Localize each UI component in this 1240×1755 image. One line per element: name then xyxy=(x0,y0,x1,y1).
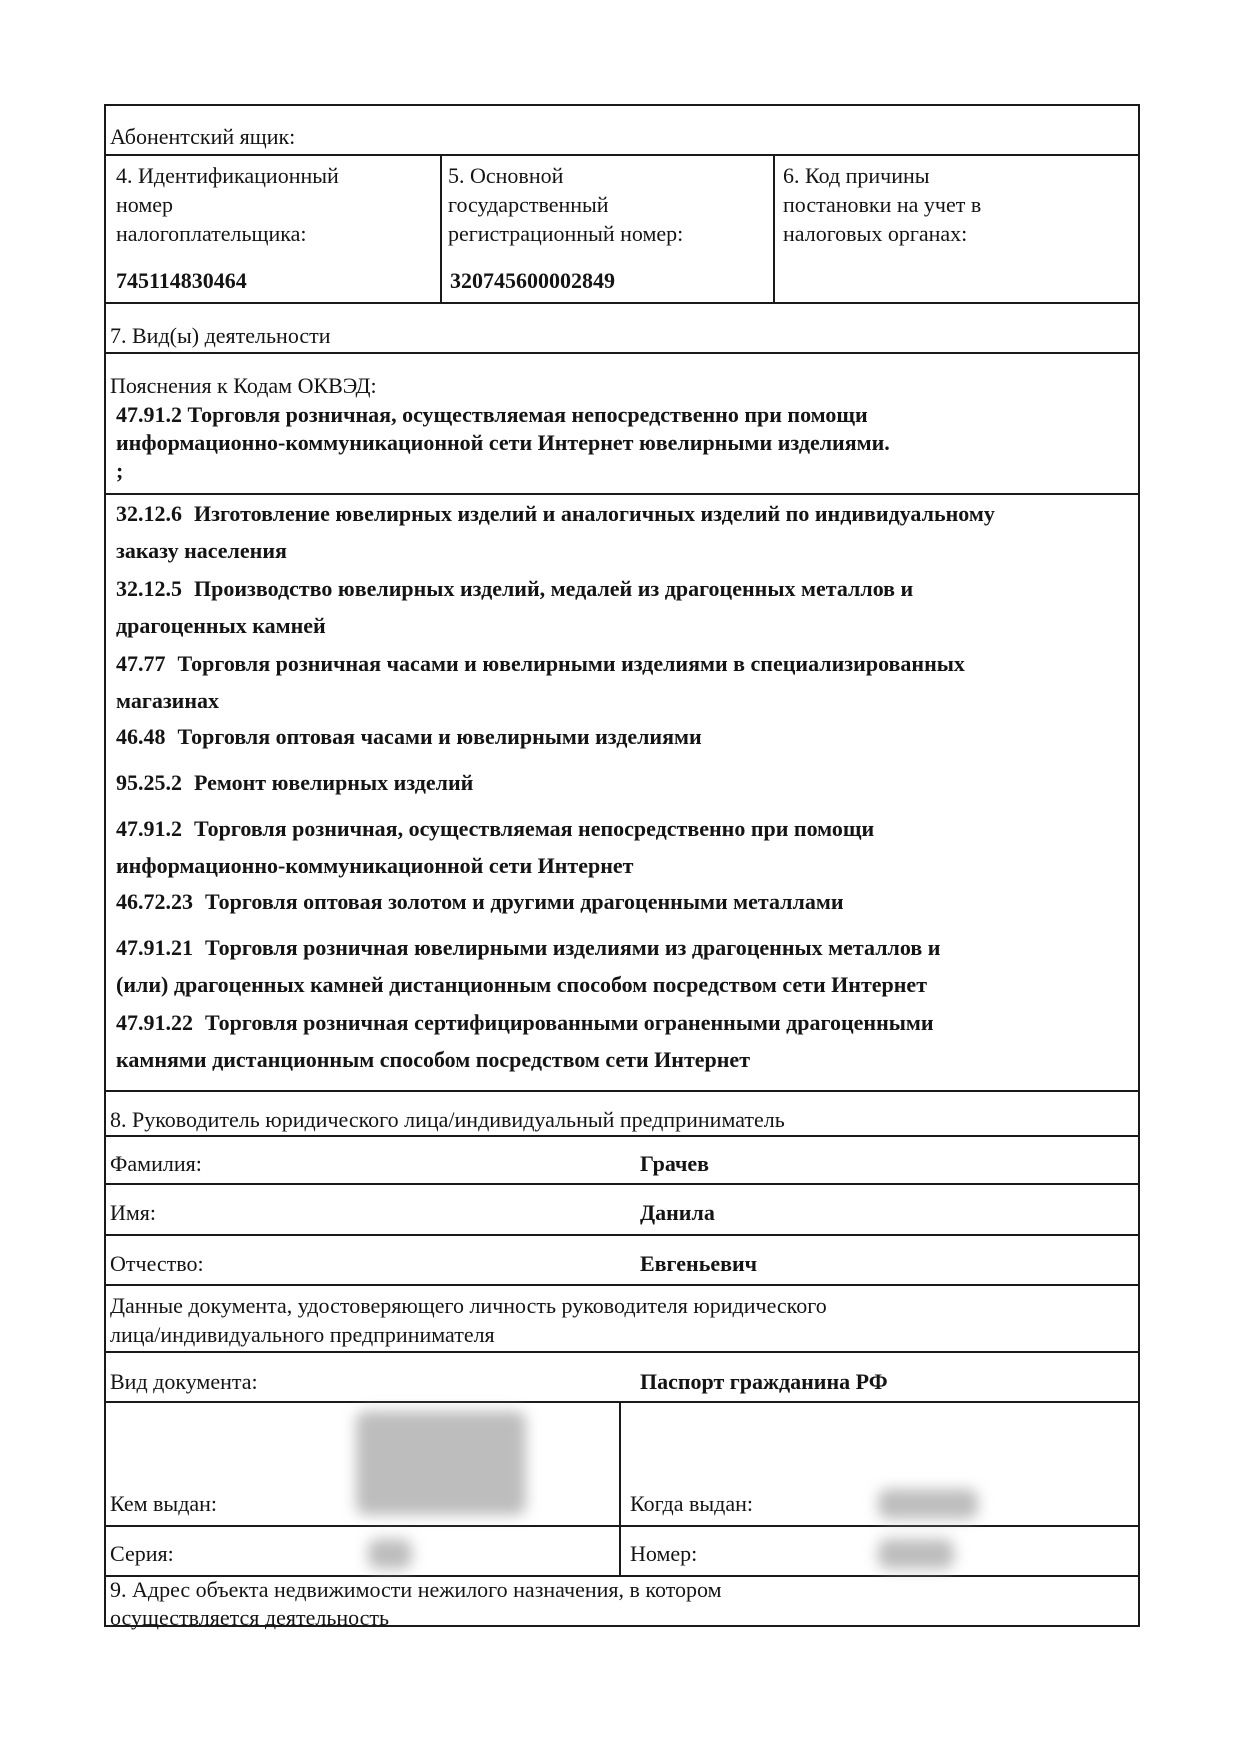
okved-item xyxy=(116,570,913,644)
okved-code: 47.91.2 xyxy=(116,816,182,841)
ogrn-label-line: 5. Основной xyxy=(448,163,564,188)
issued-row xyxy=(106,1403,1138,1527)
activities-header: 7. Вид(ы) деятельности xyxy=(110,323,331,348)
name-row xyxy=(106,1185,1138,1236)
okved-explanation-row xyxy=(106,354,1138,495)
okved-text: Торговля розничная сертифицированными ограненными драгоценными xyxy=(205,1010,934,1035)
patronymic-row xyxy=(106,1236,1138,1286)
id-document-row xyxy=(106,1286,1138,1353)
issued-by-label: Кем выдан: xyxy=(110,1491,218,1516)
main-okved-line: 47.91.2 Торговля розничная, осуществляемая непосредственно при помощи xyxy=(116,402,868,427)
okved-item xyxy=(116,722,702,752)
mailbox-label: Абонентский ящик: xyxy=(110,124,296,149)
tax-ids-row xyxy=(106,156,1138,304)
okved-explanation-label: Пояснения к Кодам ОКВЭД: xyxy=(110,373,377,398)
okved-code: 46.48 xyxy=(116,724,166,749)
okved-text: информационно-коммуникационной сети Интернет xyxy=(116,853,634,878)
redacted-number xyxy=(878,1539,954,1569)
inn-value: 745114830464 xyxy=(116,268,247,293)
name-label: Имя: xyxy=(110,1200,157,1225)
inn-label-line: номер xyxy=(116,192,174,217)
okved-item xyxy=(116,495,995,569)
okved-item xyxy=(116,768,473,798)
address-text: 9. Адрес объекта недвижимости нежилого назначения, в котором xyxy=(110,1577,722,1602)
kpp-cell xyxy=(775,156,1140,302)
inn-label-line: 4. Идентификационный xyxy=(116,163,339,188)
okved-text: драгоценных камней xyxy=(116,613,326,638)
surname-label: Фамилия: xyxy=(110,1151,202,1176)
okved-text: Торговля розничная ювелирными изделиями из драгоценных металлов и xyxy=(205,935,941,960)
issued-when-label: Когда выдан: xyxy=(630,1491,753,1516)
main-okved-line: информационно-коммуникационной сети Интернет ювелирными изделиями. xyxy=(116,430,890,455)
ogrn-label-line: государственный xyxy=(448,192,609,217)
address-row xyxy=(106,1577,1138,1630)
registration-form xyxy=(104,104,1140,1630)
redacted-series xyxy=(368,1539,412,1569)
series-label: Серия: xyxy=(110,1541,174,1566)
okved-text: Производство ювелирных изделий, медалей из драгоценных металлов и xyxy=(194,576,914,601)
inn-cell xyxy=(106,156,440,302)
head-header-row xyxy=(106,1092,1138,1137)
okved-text: заказу населения xyxy=(116,538,287,563)
okved-item xyxy=(116,810,874,884)
kpp-label-line: налоговых органах: xyxy=(783,221,968,246)
activities-header-row xyxy=(106,304,1138,354)
doc-type-row xyxy=(106,1353,1138,1403)
ogrn-label-line: регистрационный номер: xyxy=(448,221,684,246)
okved-text: Торговля розничная часами и ювелирными изделиями в специализированных xyxy=(177,651,965,676)
okved-code: 46.72.23 xyxy=(116,889,193,914)
name-value: Данила xyxy=(640,1200,715,1225)
okved-code: 95.25.2 xyxy=(116,770,182,795)
kpp-label-line: 6. Код причины xyxy=(783,163,930,188)
id-document-text: лица/индивидуального предпринимателя xyxy=(110,1322,495,1347)
okved-text: камнями дистанционным способом посредством сети Интернет xyxy=(116,1047,751,1072)
ogrn-value: 320745600002849 xyxy=(450,268,615,293)
okved-code: 32.12.5 xyxy=(116,576,182,601)
okved-text: Торговля оптовая золотом и другими драгоценными металлами xyxy=(205,889,844,914)
redacted-issuer xyxy=(356,1411,526,1515)
doc-type-label: Вид документа: xyxy=(110,1369,258,1394)
doc-type-value: Паспорт гражданина РФ xyxy=(640,1369,888,1394)
mailbox-row xyxy=(106,106,1138,156)
okved-text: магазинах xyxy=(116,688,220,713)
okved-text: (или) драгоценных камней дистанционным способом посредством сети Интернет xyxy=(116,972,928,997)
inn-label-line: налогоплательщика: xyxy=(116,221,307,246)
okved-item xyxy=(116,887,844,917)
okved-code: 32.12.6 xyxy=(116,501,182,526)
okved-code: 47.77 xyxy=(116,651,166,676)
number-label: Номер: xyxy=(630,1541,698,1566)
main-okved-line: ; xyxy=(116,458,124,483)
id-document-text: Данные документа, удостоверяющего личность руководителя юридического xyxy=(110,1293,827,1318)
ogrn-cell xyxy=(442,156,773,302)
head-header: 8. Руководитель юридического лица/индивидуальный предприниматель xyxy=(110,1107,785,1132)
series-number-row xyxy=(106,1527,1138,1577)
okved-text: Изготовление ювелирных изделий и аналогичных изделий по индивидуальному xyxy=(194,501,995,526)
patronymic-value: Евгеньевич xyxy=(640,1251,758,1276)
kpp-label-line: постановки на учет в xyxy=(783,192,982,217)
patronymic-label: Отчество: xyxy=(110,1251,204,1276)
okved-item xyxy=(116,1004,934,1078)
column-divider xyxy=(619,1403,621,1525)
address-text: осуществляется деятельность xyxy=(110,1605,390,1630)
okved-list xyxy=(106,495,1138,1092)
okved-item xyxy=(116,645,965,719)
redacted-issue-date xyxy=(878,1489,978,1519)
okved-code: 47.91.21 xyxy=(116,935,193,960)
surname-row xyxy=(106,1137,1138,1185)
okved-text: Торговля розничная, осуществляемая непосредственно при помощи xyxy=(194,816,875,841)
surname-value: Грачев xyxy=(640,1151,710,1176)
okved-item xyxy=(116,929,940,1003)
okved-text: Ремонт ювелирных изделий xyxy=(194,770,474,795)
column-divider xyxy=(619,1527,621,1575)
okved-text: Торговля оптовая часами и ювелирными изделиями xyxy=(177,724,702,749)
okved-code: 47.91.22 xyxy=(116,1010,193,1035)
